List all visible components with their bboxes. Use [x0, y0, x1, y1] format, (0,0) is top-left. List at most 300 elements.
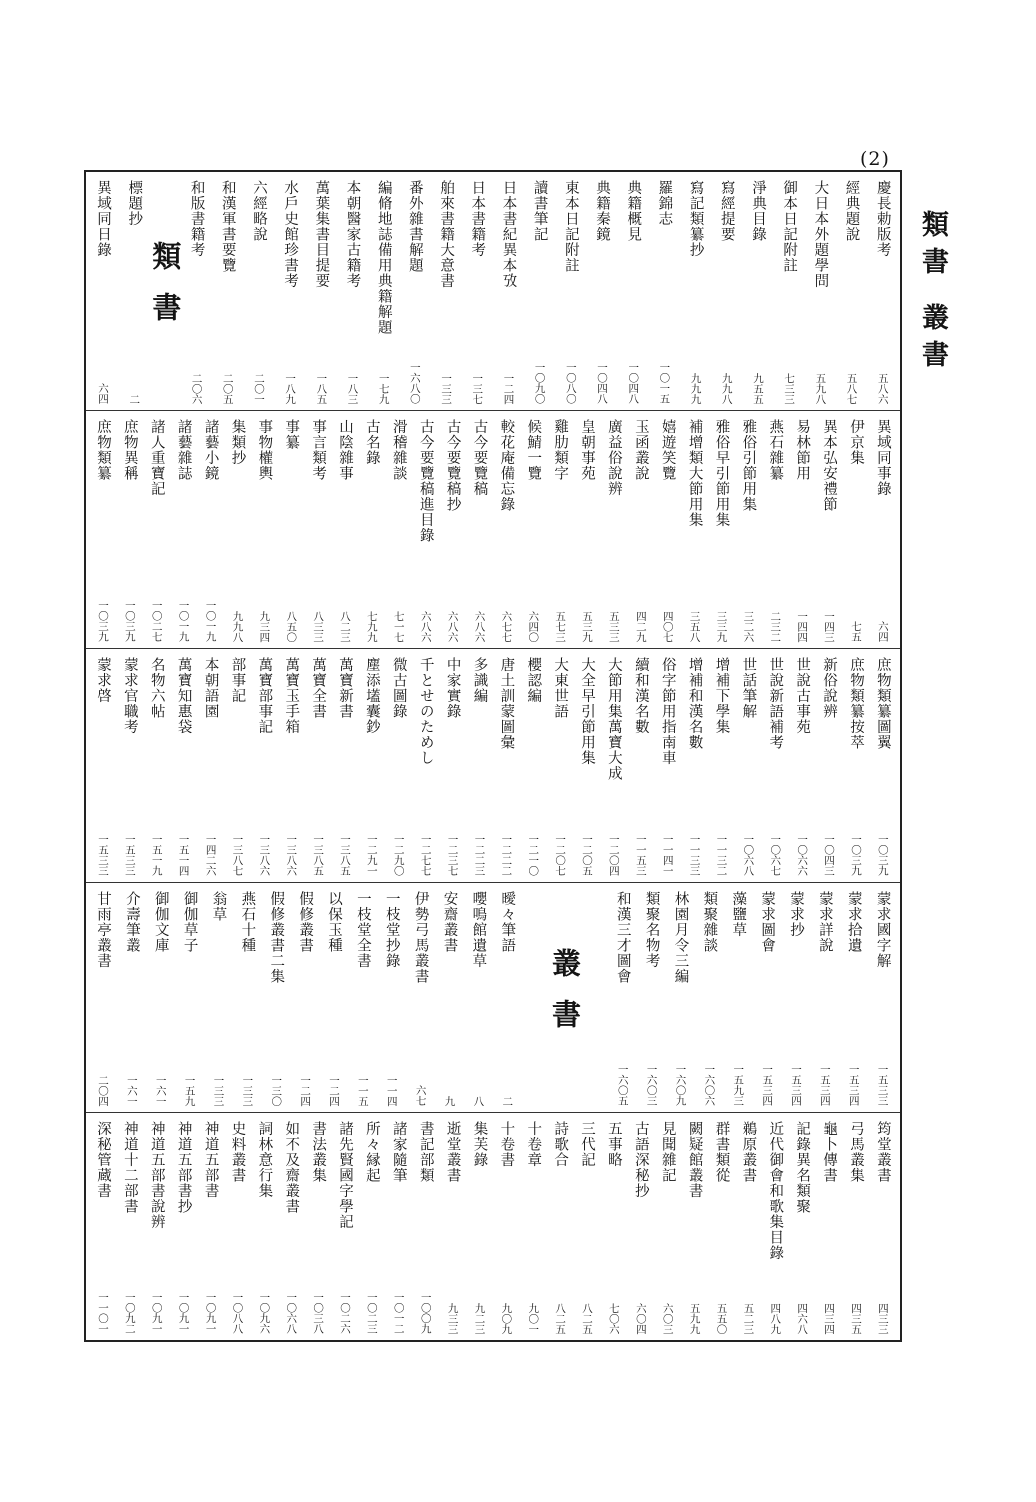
section-heading — [548, 883, 582, 1112]
entry-page-number: 六八六 — [446, 610, 459, 642]
entry-page-number: 一〇九一 — [177, 1292, 190, 1334]
entry-page-number: 五八七 — [845, 372, 858, 404]
entry-title: 弓馬叢集 — [847, 1121, 864, 1183]
index-entry — [764, 411, 786, 648]
entry-page-number: 五九九 — [688, 1302, 701, 1334]
entry-page-number: 一二〇四 — [607, 834, 620, 876]
entry-title: 集類抄 — [229, 419, 246, 466]
entry-page-number: 五九八 — [814, 372, 827, 404]
index-entry — [845, 649, 867, 882]
entry-title: 寫經提要 — [718, 180, 735, 242]
index-entry — [92, 883, 114, 1112]
entry-page-number: 八二三 — [339, 610, 352, 642]
entry-title: 伊勢弓馬叢書 — [412, 891, 429, 984]
entry-title: 藻鹽草 — [730, 891, 747, 938]
index-entry — [173, 411, 195, 648]
entry-title: 御本日記附註 — [781, 180, 798, 273]
entry-title: 蒙求詳說 — [816, 891, 833, 953]
section-heading-text: 叢書 — [548, 947, 582, 1050]
entry-page-number: 五五〇 — [715, 1302, 728, 1334]
index-entry — [670, 883, 692, 1112]
entry-page-number: 一三〇 — [270, 1074, 283, 1106]
entry-page-number: 一五三四 — [818, 1064, 831, 1106]
entry-page-number: 一一四 — [385, 1074, 398, 1106]
entry-page-number: 一五三三 — [876, 1064, 889, 1106]
index-entry — [684, 649, 706, 882]
index-entry — [684, 1113, 706, 1340]
index-entry — [217, 172, 239, 410]
index-entry — [622, 172, 644, 410]
entry-page-number: 四〇七 — [661, 610, 674, 642]
index-entry — [495, 1113, 517, 1340]
index-entry — [653, 172, 675, 410]
entry-title: 異本弘安禮節 — [821, 419, 838, 512]
entry-title: 安齋叢書 — [441, 891, 458, 953]
entry-title: 古今要覽稿進目錄 — [417, 419, 434, 543]
entry-title: 諸藝小鏡 — [202, 419, 219, 481]
entry-title: 庶物異稱 — [121, 419, 138, 481]
entry-page-number: 一〇一九 — [177, 600, 190, 642]
entry-title: 甘雨亭叢書 — [95, 891, 111, 969]
index-entry — [872, 649, 894, 882]
entry-page-number: 一〇六六 — [796, 834, 809, 876]
entry-title: 蒙求圖會 — [759, 891, 776, 953]
entry-title: 十卷書 — [498, 1121, 515, 1168]
index-entry — [388, 1113, 410, 1340]
entry-page-number: 六八六 — [473, 610, 486, 642]
entry-title: 神道十二部書 — [121, 1121, 138, 1214]
index-entry — [641, 883, 663, 1112]
entry-page-number: 一〇一二 — [392, 1292, 405, 1334]
entry-title: 近代御會和歌集目錄 — [767, 1121, 784, 1261]
entry-page-number: 一二〇五 — [581, 834, 594, 876]
index-entry — [630, 411, 652, 648]
entry-title: 日本書籍考 — [469, 180, 486, 258]
entry-title: 雞肋類字 — [552, 419, 569, 481]
entry-title: 異域同日錄 — [95, 180, 111, 258]
index-entry — [226, 1113, 248, 1340]
entry-title: 山陰雜事 — [337, 419, 354, 481]
index-entry — [361, 1113, 383, 1340]
entry-title: 日本書紀異本攷 — [500, 180, 517, 289]
entry-page-number: 一四三 — [823, 610, 836, 642]
index-entry — [200, 649, 222, 882]
index-entry — [549, 1113, 571, 1340]
index-entry — [872, 1113, 894, 1340]
index-entry — [467, 883, 489, 1112]
entry-page-number: 一二〇七 — [554, 834, 567, 876]
entry-title: 古今要覽稿 — [471, 419, 488, 497]
entry-title: 滑稽雜談 — [390, 419, 407, 481]
entry-title: 蒙求官職考 — [121, 657, 138, 735]
entry-title: 和漢三才圖會 — [614, 891, 631, 984]
entry-page-number: 一〇六八 — [285, 1292, 298, 1334]
entry-page-number: 七九九 — [365, 610, 378, 642]
entry-page-number: 八三三 — [312, 610, 325, 642]
entry-page-number: 五三三 — [607, 610, 620, 642]
entry-page-number: 六〇三 — [661, 1302, 674, 1334]
index-entry — [310, 172, 332, 410]
entry-page-number: 一四四 — [796, 610, 809, 642]
entry-page-number: 一二四 — [328, 1074, 340, 1106]
index-entry — [549, 411, 571, 648]
entry-page-number: 一〇六八 — [742, 834, 755, 876]
entry-title: 蒙求啓 — [95, 657, 111, 704]
index-entry — [253, 649, 275, 882]
entry-page-number: 二 — [501, 1095, 514, 1106]
index-entry — [119, 411, 141, 648]
index-entry — [361, 649, 383, 882]
index-entry — [612, 883, 634, 1112]
index-entry — [560, 172, 582, 410]
entry-page-number: 九九八 — [720, 372, 733, 404]
entry-page-number: 五八六 — [876, 372, 889, 404]
entry-title: 庶物類纂圖翼 — [874, 657, 891, 750]
index-entry — [778, 172, 800, 410]
index-entry — [872, 883, 894, 1112]
index-entry — [442, 1113, 464, 1340]
entry-title: 俗字節用指南車 — [659, 657, 676, 766]
entry-title: 伊京集 — [847, 419, 864, 466]
entry-title: 番外雜書解題 — [406, 180, 423, 273]
entry-title: 集芙錄 — [471, 1121, 488, 1168]
entry-page-number: 一六〇六 — [703, 1064, 716, 1106]
entry-page-number: 一一三二 — [715, 834, 728, 876]
entry-page-number: 二〇一 — [252, 372, 265, 404]
index-entry — [342, 172, 364, 410]
entry-page-number: 一〇三九 — [97, 600, 109, 642]
entry-page-number: 一一三三 — [688, 834, 701, 876]
entry-page-number: 一五一四 — [177, 834, 190, 876]
entry-title: 闕疑館叢書 — [686, 1121, 703, 1199]
entry-title: 以保玉種 — [326, 891, 342, 953]
index-entry — [576, 649, 598, 882]
entry-page-number: 一〇九一 — [204, 1292, 217, 1334]
running-head: 類書 叢書 — [917, 210, 948, 378]
index-entry — [334, 649, 356, 882]
entry-page-number: 二 — [128, 393, 141, 404]
index-entry — [123, 172, 145, 410]
entry-title: 蒙求國字解 — [874, 891, 891, 969]
index-entry — [630, 649, 652, 882]
entry-page-number: 一三七 — [471, 372, 484, 404]
entry-page-number: 三二六 — [742, 610, 755, 642]
entry-page-number: 一〇六七 — [769, 834, 782, 876]
entry-page-number: 一三三 — [241, 1074, 254, 1106]
index-entry — [415, 1113, 437, 1340]
index-band-5 — [86, 1112, 900, 1340]
entry-page-number: 六四 — [97, 383, 109, 404]
index-entry — [468, 649, 490, 882]
index-entry — [496, 883, 518, 1112]
index-band-4 — [86, 882, 900, 1112]
entry-page-number: 四三三 — [876, 1302, 889, 1334]
entry-page-number: 一二二三 — [473, 834, 486, 876]
index-entry — [410, 883, 432, 1112]
entry-title: 標題抄 — [126, 180, 143, 227]
index-entry — [549, 649, 571, 882]
index-entry — [415, 649, 437, 882]
entry-title: 萬寶玉手箱 — [283, 657, 300, 735]
entry-title: 蒙求拾遺 — [845, 891, 862, 953]
index-entry — [173, 649, 195, 882]
index-entry — [576, 411, 598, 648]
entry-page-number: 九〇九 — [500, 1302, 513, 1334]
index-entry — [466, 172, 488, 410]
index-band-2 — [86, 410, 900, 648]
index-entry — [497, 172, 519, 410]
index-entry — [92, 411, 114, 648]
entry-title: 古語深秘抄 — [632, 1121, 649, 1199]
entry-page-number: 四六八 — [796, 1302, 809, 1334]
entry-title: 萬寶全書 — [310, 657, 327, 719]
index-entry — [710, 1113, 732, 1340]
entry-page-number: 二三二 — [769, 610, 782, 642]
entry-title: 本朝醫家古籍考 — [344, 180, 361, 289]
entry-title: 御伽文庫 — [152, 891, 169, 953]
entry-title: 世說新語補考 — [767, 657, 784, 750]
entry-page-number: 一〇八〇 — [564, 362, 577, 404]
index-entry — [265, 883, 287, 1112]
entry-title: 塵添壒囊鈔 — [363, 657, 380, 735]
entry-page-number: 一一五三 — [634, 834, 647, 876]
index-entry — [280, 1113, 302, 1340]
entry-page-number: 四八九 — [769, 1302, 782, 1334]
entry-page-number: 一五三四 — [847, 1064, 860, 1106]
entry-page-number: 一五三三 — [97, 834, 109, 876]
entry-title: 玉函叢說 — [632, 419, 649, 481]
entry-title: 和漢軍書要覽 — [219, 180, 236, 273]
entry-title: 群書類從 — [713, 1121, 730, 1183]
entry-title: 曖々筆語 — [499, 891, 516, 953]
entry-title: 中家實錄 — [444, 657, 461, 719]
index-entry — [684, 411, 706, 648]
index-entry — [791, 649, 813, 882]
entry-title: 典籍概見 — [625, 180, 642, 242]
index-entry — [334, 411, 356, 648]
entry-page-number: 六八六 — [419, 610, 432, 642]
entry-title: 續和漢名數 — [632, 657, 649, 735]
entry-title: 假修叢書 — [297, 891, 314, 953]
entry-page-number: 九二三 — [473, 1302, 486, 1334]
entry-page-number: 一〇九六 — [258, 1292, 271, 1334]
entry-page-number: 五三九 — [581, 610, 594, 642]
entry-title: 介壽筆叢 — [123, 891, 140, 953]
entry-page-number: 一〇三九 — [849, 834, 862, 876]
index-entry — [146, 649, 168, 882]
entry-title: 經典題說 — [843, 180, 860, 242]
entry-page-number: 一〇二六 — [339, 1292, 352, 1334]
index-entry — [253, 1113, 275, 1340]
index-entry — [522, 649, 544, 882]
entry-page-number: 九九九 — [689, 372, 702, 404]
entry-title: 所々縁起 — [363, 1121, 380, 1183]
entry-page-number: 七一七 — [392, 610, 405, 642]
entry-page-number: 一〇二三 — [365, 1292, 378, 1334]
index-entry — [248, 172, 270, 410]
entry-page-number: 一〇三八 — [312, 1292, 325, 1334]
index-entry — [468, 1113, 490, 1340]
index-entry — [841, 172, 863, 410]
entry-title: 淨典目錄 — [749, 180, 766, 242]
entry-title: 新俗說辨 — [821, 657, 838, 719]
index-entry — [764, 1113, 786, 1340]
index-entry — [186, 172, 208, 410]
index-entry — [818, 1113, 840, 1340]
entry-title: 鵜原叢書 — [740, 1121, 757, 1183]
index-entry — [208, 883, 230, 1112]
entry-page-number: 一六〇五 — [616, 1064, 629, 1106]
index-entry — [603, 411, 625, 648]
entry-page-number: 一二九一 — [365, 834, 378, 876]
entry-title: 一枝堂抄錄 — [383, 891, 400, 969]
entry-title: 較花庵備忘錄 — [498, 419, 515, 512]
entry-title: 皇朝事苑 — [579, 419, 596, 481]
index-entry — [737, 1113, 759, 1340]
entry-title: 本朝語園 — [202, 657, 219, 719]
entry-page-number: 一八三 — [346, 372, 359, 404]
index-entry — [200, 411, 222, 648]
index-entry — [236, 883, 258, 1112]
index-entry — [442, 411, 464, 648]
entry-title: 假修叢書二集 — [268, 891, 285, 984]
entry-title: 寫記類纂抄 — [687, 180, 704, 258]
entry-page-number: 一三八七 — [231, 834, 244, 876]
entry-page-number: 六七 — [414, 1085, 427, 1106]
entry-title: 事言類考 — [310, 419, 327, 481]
entry-page-number: 三五八 — [688, 610, 701, 642]
entry-title: 增補下學集 — [713, 657, 730, 735]
entry-page-number: 一一五 — [356, 1074, 369, 1106]
index-entry — [280, 411, 302, 648]
index-entry — [791, 1113, 813, 1340]
entry-page-number: 五七三 — [554, 610, 567, 642]
index-entry — [603, 1113, 625, 1340]
section-heading — [148, 172, 183, 410]
entry-title: 類聚雜談 — [701, 891, 718, 953]
section-heading-text: 類書 — [148, 241, 183, 343]
index-entry — [814, 883, 836, 1112]
index-entry — [756, 883, 778, 1112]
entry-title: 記錄異名類聚 — [794, 1121, 811, 1214]
entry-page-number: 一五一九 — [150, 834, 163, 876]
entry-page-number: 一〇四八 — [627, 362, 640, 404]
index-entry — [323, 883, 345, 1112]
index-entry — [716, 172, 738, 410]
entry-page-number: 一三三 — [440, 372, 453, 404]
entry-title: 補增類大節用集 — [686, 419, 703, 528]
entry-title: 古名錄 — [363, 419, 380, 466]
index-entry — [352, 883, 374, 1112]
entry-title: 諸藝雜誌 — [175, 419, 192, 481]
entry-page-number: 一〇三九 — [876, 834, 889, 876]
entry-page-number: 一三八五 — [312, 834, 325, 876]
index-entry — [737, 411, 759, 648]
entry-title: 東本日記附註 — [562, 180, 579, 273]
entry-page-number: 八二五 — [581, 1302, 594, 1334]
entry-title: 神道五部書抄 — [175, 1121, 192, 1214]
entry-page-number: 九九八 — [231, 610, 244, 642]
entry-page-number: 一三三 — [212, 1074, 225, 1106]
entry-title: 部事記 — [229, 657, 246, 704]
entry-page-number: 一六一 — [154, 1074, 167, 1106]
index-entry — [121, 883, 143, 1112]
index-entry — [294, 883, 316, 1112]
entry-title: 六經略說 — [250, 180, 267, 242]
entry-page-number: 一二七七 — [419, 834, 432, 876]
entry-page-number: 一三八五 — [339, 834, 352, 876]
entry-title: 千とせのためし — [417, 657, 434, 766]
entry-page-number: 一〇九二 — [123, 1292, 136, 1334]
index-entry — [307, 1113, 329, 1340]
entry-title: 和版書籍考 — [188, 180, 205, 258]
index-entry — [92, 172, 114, 410]
entry-title: 異域同事錄 — [874, 419, 891, 497]
entry-page-number: 一六八〇 — [408, 362, 421, 404]
index-band-1 — [86, 172, 900, 410]
index-entry — [818, 411, 840, 648]
index-entry — [280, 649, 302, 882]
index-entry — [388, 411, 410, 648]
entry-page-number: 一二三七 — [446, 834, 459, 876]
entry-title: 書記部類 — [417, 1121, 434, 1183]
entry-title: 古今要覽稿抄 — [444, 419, 461, 512]
index-entry — [373, 172, 395, 410]
entry-page-number: 二〇四 — [97, 1074, 109, 1106]
entry-page-number: 六四〇 — [527, 610, 540, 642]
index-entry — [657, 411, 679, 648]
entry-page-number: 一五三四 — [790, 1064, 802, 1106]
index-entry — [809, 172, 831, 410]
entry-title: 大東世語 — [552, 657, 569, 719]
index-entry — [495, 649, 517, 882]
index-frame — [84, 170, 902, 1342]
index-entry — [334, 1113, 356, 1340]
entry-title: 世話筆解 — [740, 657, 757, 719]
index-entry — [657, 1113, 679, 1340]
entry-title: 舶來書籍大意書 — [438, 180, 455, 289]
entry-title: 事纂 — [283, 419, 300, 450]
entry-title: 慶長勅版考 — [874, 180, 891, 258]
entry-title: 櫻認編 — [525, 657, 542, 704]
entry-page-number: 三三九 — [715, 610, 728, 642]
entry-title: 名物六帖 — [148, 657, 165, 719]
index-entry — [727, 883, 749, 1112]
index-entry — [710, 411, 732, 648]
entry-page-number: 一一〇一 — [97, 1292, 109, 1334]
index-entry — [119, 1113, 141, 1340]
index-entry — [439, 883, 461, 1112]
entry-page-number: 一〇〇九 — [419, 1292, 432, 1334]
index-entry — [179, 883, 201, 1112]
index-entry — [785, 883, 807, 1112]
index-entry — [737, 649, 759, 882]
entry-title: 蒙求抄 — [788, 891, 804, 938]
entry-title: 讀書筆記 — [531, 180, 548, 242]
entry-title: 神道五部書 — [202, 1121, 219, 1199]
entry-title: 詩歌合 — [552, 1121, 569, 1168]
index-entry — [404, 172, 426, 410]
entry-title: 一枝堂全書 — [354, 891, 371, 969]
entry-page-number: 一五三四 — [761, 1064, 774, 1106]
index-entry — [576, 1113, 598, 1340]
entry-title: 深秘管蔵書 — [95, 1121, 111, 1199]
entry-title: 逝堂叢書 — [444, 1121, 461, 1183]
index-entry — [226, 649, 248, 882]
index-entry — [522, 1113, 544, 1340]
index-entry — [381, 883, 403, 1112]
index-entry — [307, 649, 329, 882]
